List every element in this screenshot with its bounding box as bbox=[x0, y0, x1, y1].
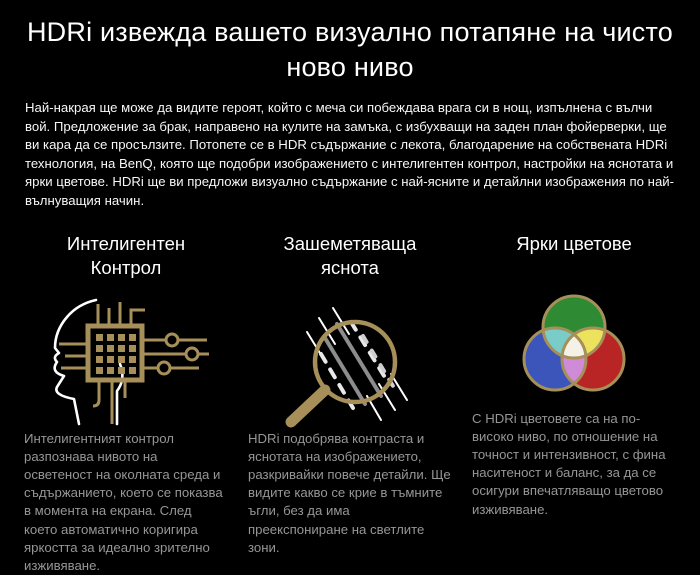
feature-intelligent-control bbox=[24, 232, 228, 575]
intro-paragraph: Най-накрая ще може да видите героят, който с меча си побеждава врага си в нощ, изпълнена с вълчи вой. Предложение за брак, направено на кулите на замъка, с избухващи на заден план фойерверки, ще ви кара да се просълзите. Потопете се в HDR съдържание с лекота, благодарение на собствената HDRi технология, на BenQ, която ще подобри изображението с интелигентен контрол, настройки на яснотата и ярки цветове. HDRi ще ви предложи визуално съдържание с най-ясните и детайлни изображения по най-вълнуващия начин. bbox=[25, 100, 675, 209]
page-title: HDRi извежда вашето визуално потапяне на чисто ново ниво bbox=[26, 17, 673, 82]
feature-title: Интелигентен Контрол bbox=[66, 232, 186, 278]
feature-description: С HDRi цветовете са на по-високо ниво, по отношение на точност и интензивност, с фина наситеност и баланс, за да се осигури впечатляващо цветово изживяване. bbox=[472, 410, 666, 517]
feature-description: Интелигентният контрол разпознава нивото на осветеност на околната среда и съдържанието, което се показва в момента на екрана. След което автоматично коригира яркостта за идеално зрително изживяване. bbox=[24, 430, 223, 574]
rgb-venn-icon bbox=[472, 282, 676, 410]
feature-vivid-colors bbox=[472, 232, 676, 575]
feature-title: Зашеметяваща яснота bbox=[283, 232, 417, 278]
feature-title: Ярки цветове bbox=[516, 232, 632, 254]
head-circuit-icon bbox=[24, 282, 228, 430]
hdri-marketing-page bbox=[0, 15, 700, 574]
feature-stunning-clarity bbox=[248, 232, 452, 575]
magnifier-clarity-icon bbox=[248, 282, 452, 430]
feature-columns bbox=[0, 232, 700, 575]
feature-description: HDRi подобрява контраста и яснотата на изображението, разкривайки повече детайли. Ще видите какво се крие в тъмните ъгли, без да има преекспониране на светлите зони. bbox=[248, 430, 451, 555]
